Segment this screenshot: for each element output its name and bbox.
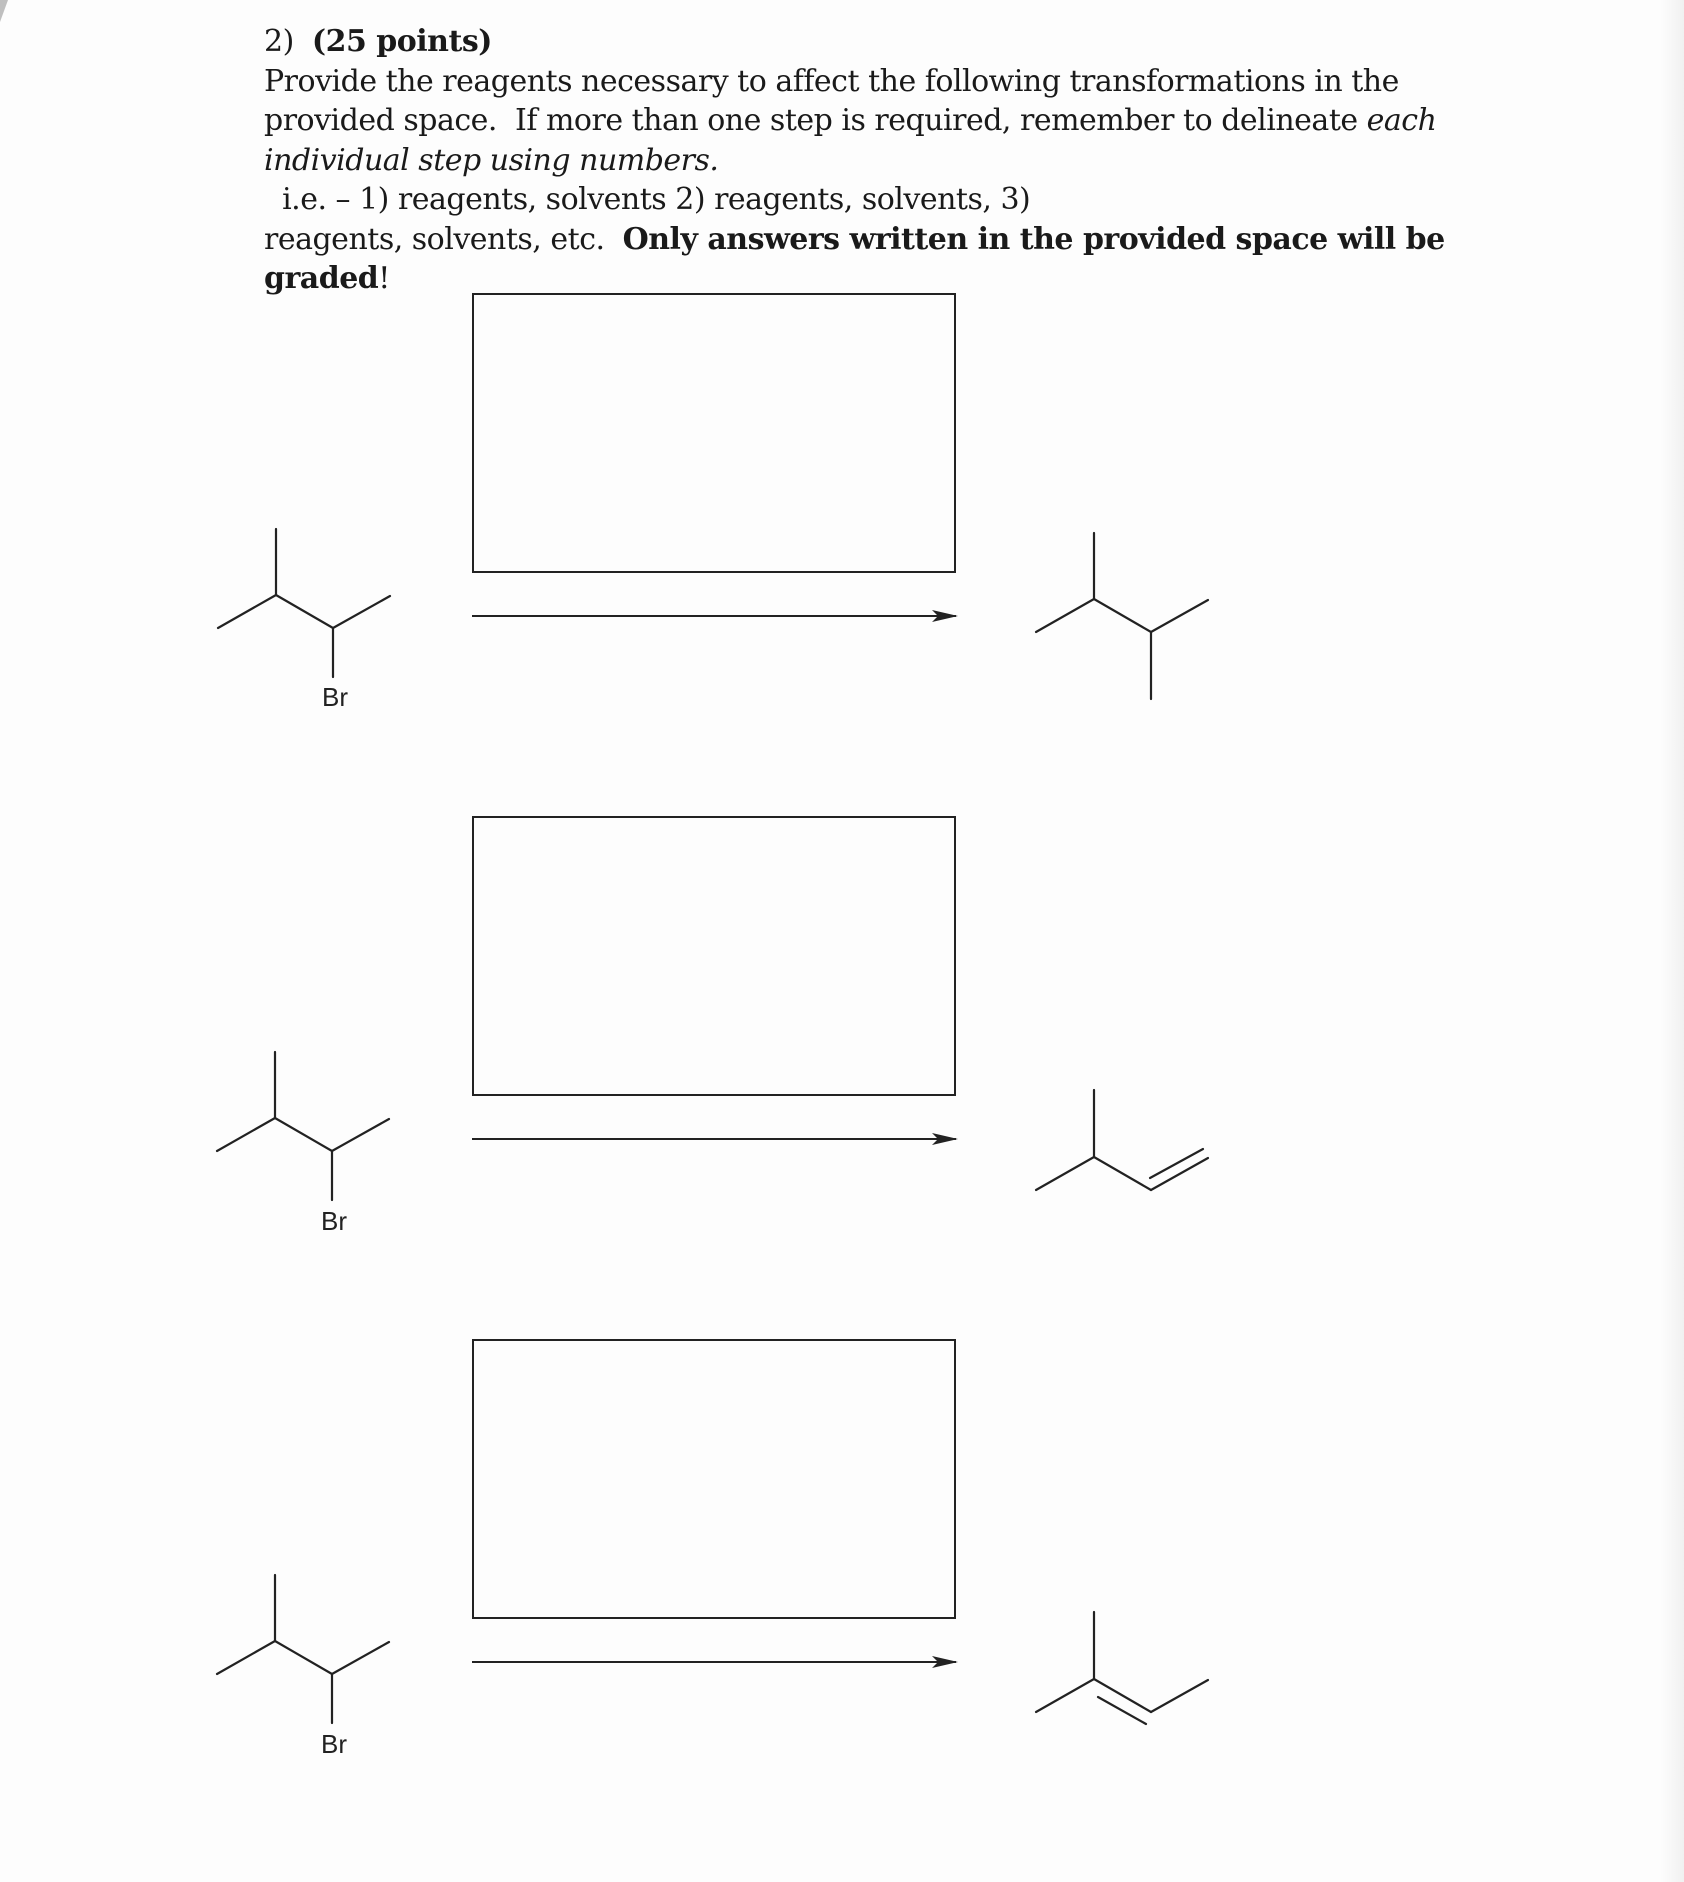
reactant-3-structure	[217, 1575, 389, 1723]
product-2-structure	[1036, 1090, 1208, 1190]
instruction-line-3: individual step using numbers. i.e. – 1) reagents, solvents 2) reagents, solvents, 3)	[264, 142, 1031, 217]
instruction-line-1: Provide the reagents necessary to affect the following transformations in the	[264, 63, 1399, 99]
question-number: 2)	[264, 24, 294, 59]
product-3-structure	[1036, 1612, 1208, 1724]
instruction-line-5: graded!	[264, 261, 390, 296]
instruction-line-4: reagents, solvents, etc. Only answers written in the provided space will be	[264, 221, 1445, 257]
product-1-structure	[1036, 533, 1208, 699]
reactant-2-structure	[217, 1052, 389, 1200]
bromine-label-3: Br	[321, 1729, 347, 1759]
instruction-line-2: provided space. If more than one step is required, remember to delineate each	[264, 103, 1437, 138]
bromine-label-2: Br	[321, 1206, 347, 1236]
reactant-1-structure	[218, 529, 390, 677]
question-points: (25 points)	[311, 24, 492, 59]
bromine-label-1: Br	[322, 682, 348, 712]
